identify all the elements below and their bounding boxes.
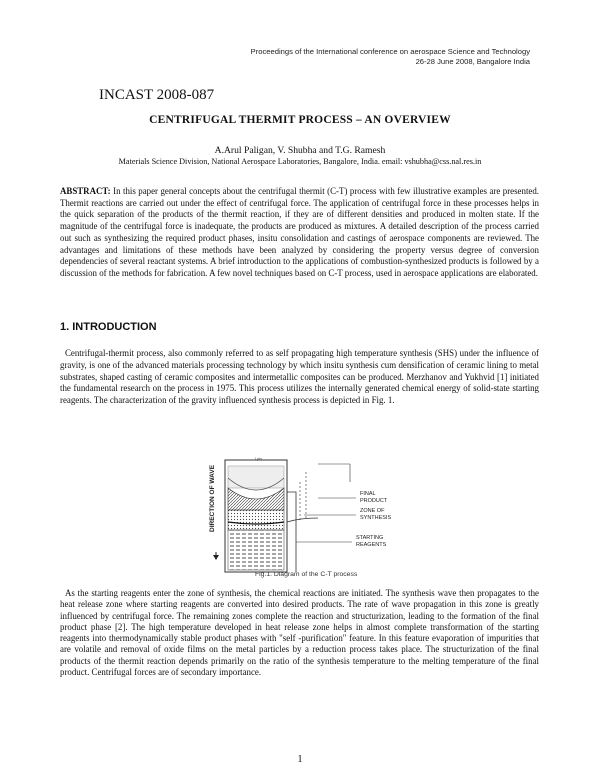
- paper-affiliation: Materials Science Division, National Aerospace Laboratories, Bangalore, India. email: vshubha@css.nal.res.in: [118, 157, 482, 166]
- right-channel: [287, 492, 296, 572]
- label-final-1: FINAL: [360, 491, 376, 497]
- paper-authors: A.Arul Paligan, V. Shubha and T.G. Ramesh: [214, 145, 386, 156]
- abstract-label: ABSTRACT:: [60, 186, 111, 196]
- proceedings-line-2: 26-28 June 2008, Bangalore India: [415, 57, 530, 66]
- proceedings-header: [240, 47, 530, 67]
- figure-1-diagram: [200, 452, 400, 584]
- label-final-2: PRODUCT: [360, 498, 388, 504]
- final-product-region: [228, 488, 284, 510]
- page-number: 1: [297, 754, 303, 765]
- label-start-1: STARTING: [356, 535, 384, 541]
- abstract-text: In this paper general concepts about the centrifugal thermit (C-T) process with few illustrative examples are presented. Thermit reactions are carried out under the effect of centrifugal force. The application of centrifugal force in these processes helps in the quick separation of the products of the thermit reaction, if they are of different densities and produced in molten state. If the magnitude of the centrifugal force is inadequate, the products are produced as mixtures. A detailed description of the process carried out such as synthesizing the required product phases, insitu consolidation and castings of aerospace components are reviewed. The advantages and limitations of these methods have been analyzed by considering the property versus degree of conversion dependencies of several reactant systems. A brief introduction to the applications of combustion-synthesized products is followed by a discussion of the methods for fabrication. A few novel techniques based on C-T process, used in aerospace applications are elaborated.: [60, 186, 539, 278]
- figure-arrowhead: [213, 555, 219, 560]
- label-start-2: REAGENTS: [356, 542, 387, 548]
- figure-axis-label: DIRECTION OF WAVE: [209, 464, 216, 532]
- introduction-paragraph-2: As the starting reagents enter the zone of synthesis, the chemical reactions are initiated. The synthesis wave then propagates to the heat release zone where starting reagents are converted into desired products. The rate of wave propagation in this zone is greatly influenced by centrifugal force. The remaining zones complete the reaction and structurization, leading to the formation of the final product phase [2]. The high temperature developed in heat release zone helps in almost complete transformation of the starting reagents into thermodynamically stable product phases with "self -purification" feature. In this feature evaporation of impurities that are volatile and removal of oxide films on the metal particles by a reduction process takes place. The structurization of the final products of the thermit reaction depends primarily on the ratio of the synthesis temperature to the melting temperature of the final product. Centrifugal forces are of secondary importance.: [60, 588, 539, 678]
- abstract: [60, 186, 539, 280]
- paper-code: INCAST 2008-087: [99, 87, 215, 103]
- synthesis-zone: [228, 510, 284, 530]
- figure-top-label: l pls: [255, 456, 263, 461]
- figure-1-caption: Fig.1. Diagram of the C-T process: [255, 571, 358, 578]
- label-zone-1: ZONE OF: [360, 508, 385, 514]
- paper-title: CENTRIFUGAL THERMIT PROCESS – AN OVERVIEW: [149, 114, 451, 126]
- side-flow-curve: [287, 518, 318, 522]
- reagents-zone: [228, 530, 284, 570]
- proceedings-line-1: Proceedings of the International conference on aerospace Science and Technology: [250, 47, 530, 56]
- introduction-paragraph-1: Centrifugal-thermit process, also commonly referred to as self propagating high temperature synthesis (SHS) under the influence of gravity, is one of the advanced materials processing technology by which insitu synthesis cum densification of ceramic lining to metal substrates, shaped casting of ceramic composites and intermetallic composites can be produced. Merzhanov and Yukhvid [1] initiated the fundamental research on the process in 1975. This process utilizes the internally generated chemical energy of solid-state starting reagents. The characterization of the gravity influenced synthesis process is depicted in Fig. 1.: [60, 348, 539, 406]
- label-zone-2: SYNTHESIS: [360, 515, 392, 521]
- section-heading-introduction: 1. INTRODUCTION: [60, 321, 157, 333]
- crucible-top-band: [228, 466, 284, 488]
